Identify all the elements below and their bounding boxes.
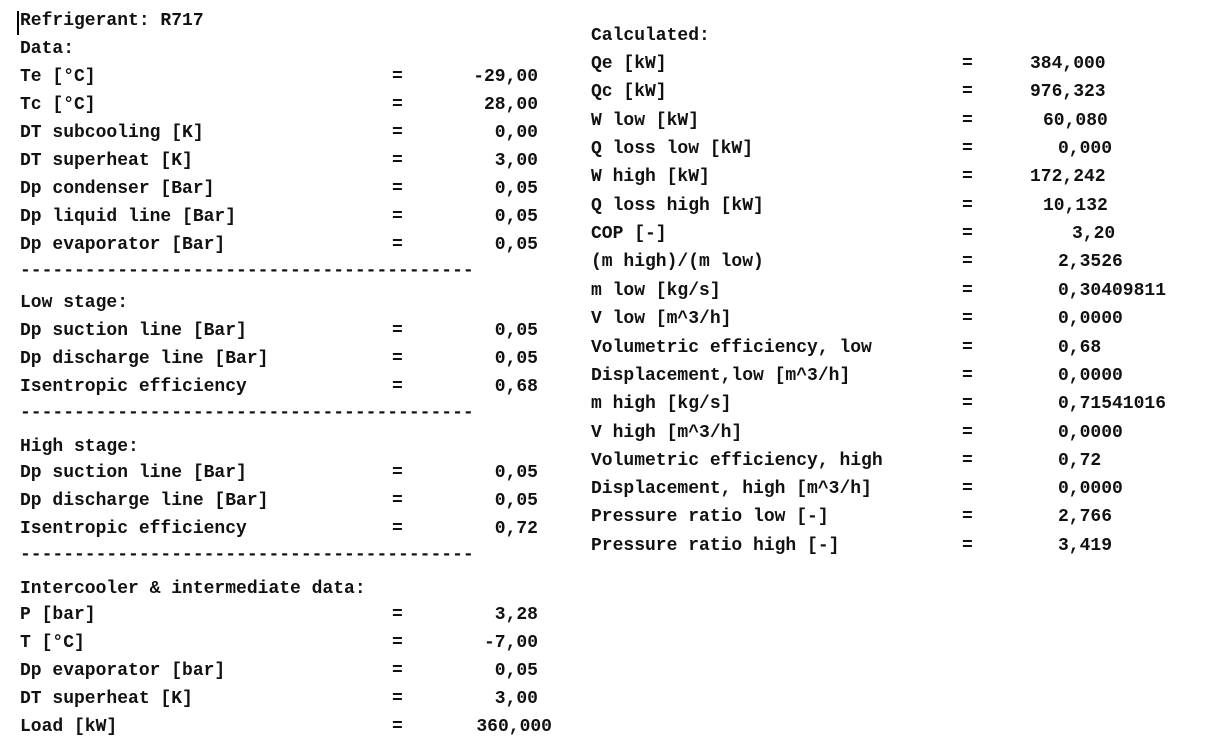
data-row-label: Dp liquid line [Bar] [20, 207, 237, 227]
low-stage-row-eq: = [392, 321, 403, 341]
high-stage-row-eq: = [392, 491, 403, 511]
calc-row-label: m high [kg/s] [591, 394, 732, 414]
data-row-eq: = [392, 95, 403, 115]
high-stage-row-label: Dp discharge line [Bar] [20, 491, 269, 511]
calc-row-label: W low [kW] [591, 111, 700, 131]
calc-row-label: Volumetric efficiency, high [591, 451, 883, 471]
calc-row-value: 0,000 [1058, 139, 1113, 159]
calc-row-value: 3,419 [1058, 536, 1113, 556]
high-stage-row-value: 0,72 [494, 519, 538, 539]
data-row-eq: = [392, 123, 403, 143]
data-row-value: -29,00 [473, 67, 538, 87]
calc-row-eq: = [962, 224, 973, 244]
calc-row-label: Qc [kW] [591, 82, 667, 102]
data-row-value: 0,05 [494, 179, 538, 199]
calc-row-label: (m high)/(m low) [591, 252, 764, 272]
calc-row-eq: = [962, 252, 973, 272]
calc-row-eq: = [962, 394, 973, 414]
data-row-label: Dp evaporator [Bar] [20, 235, 226, 255]
low-stage-row-label: Dp suction line [Bar] [20, 321, 247, 341]
low-stage-row-eq: = [392, 349, 403, 369]
data-row-label: Dp condenser [Bar] [20, 179, 215, 199]
calc-row-value: 172,242 [1030, 167, 1106, 187]
data-row-label: Te [°C] [20, 67, 96, 87]
intercooler-row-value: 0,05 [494, 661, 538, 681]
calc-row-label: V high [m^3/h] [591, 423, 743, 443]
calc-row-eq: = [962, 507, 973, 527]
data-row-eq: = [392, 151, 403, 171]
calc-row-eq: = [962, 366, 973, 386]
intercooler-row-value: 3,28 [494, 605, 538, 625]
high-stage-row-label: Dp suction line [Bar] [20, 463, 247, 483]
data-row-value: 28,00 [483, 95, 538, 115]
data-row-label: DT subcooling [K] [20, 123, 204, 143]
calc-row-value: 60,080 [1043, 111, 1108, 131]
high-stage-row-label: Isentropic efficiency [20, 519, 247, 539]
calc-row-eq: = [962, 82, 973, 102]
calc-row-value: 0,72 [1058, 451, 1102, 471]
intercooler-row-value: 3,00 [494, 689, 538, 709]
intercooler-row-label: Load [kW] [20, 717, 118, 737]
data-row-value: 0,05 [494, 207, 538, 227]
calc-row-label: Q loss high [kW] [591, 196, 764, 216]
intercooler-row-label: Dp evaporator [bar] [20, 661, 226, 681]
calc-row-value: 0,68 [1058, 338, 1102, 358]
data-row-value: 0,05 [494, 235, 538, 255]
calc-row-eq: = [962, 536, 973, 556]
data-row-eq: = [392, 235, 403, 255]
data-row-eq: = [392, 179, 403, 199]
intercooler-row-eq: = [392, 633, 403, 653]
calc-row-value: 0,30409811 [1058, 281, 1167, 301]
calc-row-eq: = [962, 111, 973, 131]
low-stage-row-value: 0,05 [494, 349, 538, 369]
calc-row-eq: = [962, 281, 973, 301]
calc-row-label: W high [kW] [591, 167, 710, 187]
calc-row-value: 976,323 [1030, 82, 1106, 102]
intercooler-row-eq: = [392, 689, 403, 709]
calc-row-value: 0,0000 [1058, 366, 1123, 386]
data-row-value: 3,00 [494, 151, 538, 171]
calc-row-value: 384,000 [1030, 54, 1106, 74]
calc-row-label: Displacement, high [m^3/h] [591, 479, 872, 499]
low-stage-row-label: Isentropic efficiency [20, 377, 247, 397]
calc-row-value: 0,0000 [1058, 479, 1123, 499]
calc-row-eq: = [962, 167, 973, 187]
low-stage-row-eq: = [392, 377, 403, 397]
high-stage-row-value: 0,05 [494, 491, 538, 511]
calc-row-label: m low [kg/s] [591, 281, 721, 301]
calc-row-eq: = [962, 423, 973, 443]
data-row-eq: = [392, 67, 403, 87]
intercooler-row-label: DT superheat [K] [20, 689, 193, 709]
intercooler-heading: Intercooler & intermediate data: [20, 579, 366, 599]
calc-row-label: COP [-] [591, 224, 667, 244]
intercooler-row-value: -7,00 [483, 633, 538, 653]
low-stage-heading: Low stage: [20, 293, 129, 313]
calc-row-eq: = [962, 54, 973, 74]
low-stage-row-value: 0,05 [494, 321, 538, 341]
high-stage-row-eq: = [392, 519, 403, 539]
calc-row-label: Displacement,low [m^3/h] [591, 366, 851, 386]
separator-line: ------------------------------------------ [20, 545, 474, 565]
calc-row-eq: = [962, 451, 973, 471]
high-stage-row-eq: = [392, 463, 403, 483]
calculated-heading: Calculated: [591, 26, 710, 46]
calc-row-eq: = [962, 139, 973, 159]
calc-row-label: Q loss low [kW] [591, 139, 754, 159]
calc-row-eq: = [962, 479, 973, 499]
low-stage-row-value: 0,68 [494, 377, 538, 397]
calc-row-label: Qe [kW] [591, 54, 667, 74]
calc-row-eq: = [962, 309, 973, 329]
calc-row-label: V low [m^3/h] [591, 309, 732, 329]
data-row-label: Tc [°C] [20, 95, 96, 115]
calc-row-eq: = [962, 196, 973, 216]
separator-line: ------------------------------------------ [20, 261, 474, 281]
calc-row-value: 3,20 [1072, 224, 1116, 244]
calc-row-label: Pressure ratio high [-] [591, 536, 840, 556]
calc-row-value: 0,0000 [1058, 423, 1123, 443]
intercooler-row-eq: = [392, 661, 403, 681]
data-row-label: DT superheat [K] [20, 151, 193, 171]
calc-row-label: Volumetric efficiency, low [591, 338, 872, 358]
intercooler-row-label: T [°C] [20, 633, 85, 653]
calc-row-label: Pressure ratio low [-] [591, 507, 829, 527]
intercooler-row-label: P [bar] [20, 605, 96, 625]
data-heading: Data: [20, 39, 75, 59]
data-row-value: 0,00 [494, 123, 538, 143]
calc-row-value: 2,3526 [1058, 252, 1123, 272]
separator-line: ------------------------------------------ [20, 403, 474, 423]
high-stage-heading: High stage: [20, 437, 139, 457]
calc-row-value: 2,766 [1058, 507, 1113, 527]
high-stage-row-value: 0,05 [494, 463, 538, 483]
intercooler-row-eq: = [392, 605, 403, 625]
intercooler-row-eq: = [392, 717, 403, 737]
calc-row-eq: = [962, 338, 973, 358]
text-cursor [17, 11, 19, 35]
calc-row-value: 10,132 [1043, 196, 1108, 216]
data-row-eq: = [392, 207, 403, 227]
calc-row-value: 0,71541016 [1058, 394, 1167, 414]
low-stage-row-label: Dp discharge line [Bar] [20, 349, 269, 369]
calc-row-value: 0,0000 [1058, 309, 1123, 329]
intercooler-row-value: 360,000 [476, 717, 552, 737]
refrigerant-line: Refrigerant: R717 [20, 11, 204, 31]
